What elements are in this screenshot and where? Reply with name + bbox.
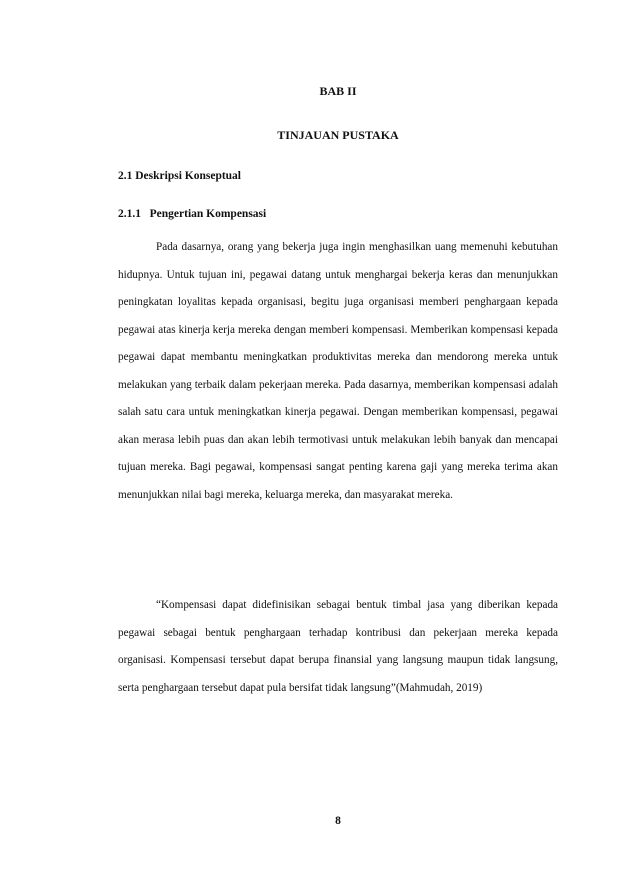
body-paragraph-2-quote: “Kompensasi dapat didefinisikan sebagai bentuk timbal jasa yang diberikan kepada pegawai sebagai bentuk penghargaan terhadap kontribusi dan pekerjaan mereka kepada organisasi. Kompensasi tersebut dapat berupa finansial yang langsung maupun tidak langsung, serta penghargaan tersebut dapat pula bersifat tidak langsung”(Mahmudah, 2019) [118,599,558,694]
chapter-title: TINJAUAN PUSTAKA [277,128,399,142]
page-number: 8 [335,815,341,827]
chapter-number: BAB II [319,84,357,98]
subsection-heading: 2.1.1 Pengertian Kompensasi [118,208,267,220]
section-heading: 2.1 Deskripsi Konseptual [118,170,242,182]
body-paragraph-1: Pada dasarnya, orang yang bekerja juga ingin menghasilkan uang memenuhi kebutuhan hidupnya. Untuk tujuan ini, pegawai datang untuk menghargai bekerja keras dan menunjukkan peningkatan loyalitas kepada organisasi, begitu juga organisasi memberi penghargaan kepada pegawai atas kinerja kerja mereka dengan memberi kompensasi. Memberikan kompensasi kepada pegawai dapat membantu meningkatkan produktivitas mereka dan mendorong mereka untuk melakukan yang terbaik dalam pekerjaan mereka. Pada dasarnya, memberikan kompensasi adalah salah satu cara untuk meningkatkan kinerja pegawai. Dengan memberikan kompensasi, pegawai akan merasa lebih puas dan akan lebih termotivasi untuk melakukan lebih banyak dan mencapai tujuan mereka. Bagi pegawai, kompensasi sangat penting karena gaji yang mereka terima akan menunjukkan nilai bagi mereka, keluarga mereka, dan masyarakat mereka. [118,241,558,501]
